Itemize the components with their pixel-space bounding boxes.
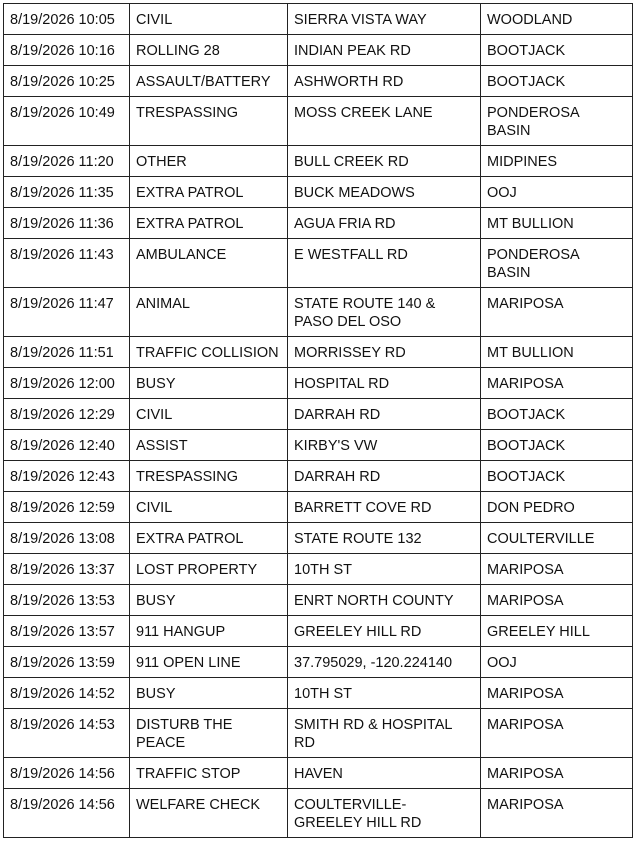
table-row <box>4 647 633 678</box>
area-cell: MARIPOSA <box>481 709 633 758</box>
incident-type-cell: CIVIL <box>130 399 288 430</box>
location-cell: ASHWORTH RD <box>288 66 481 97</box>
area-cell: BOOTJACK <box>481 66 633 97</box>
datetime-cell: 8/19/2026 10:25 <box>4 66 130 97</box>
area-cell: WOODLAND <box>481 4 633 35</box>
area-cell: MARIPOSA <box>481 789 633 838</box>
datetime-cell: 8/19/2026 12:59 <box>4 492 130 523</box>
location-cell: HAVEN <box>288 758 481 789</box>
incident-type-cell: BUSY <box>130 585 288 616</box>
table-row <box>4 430 633 461</box>
incident-type-cell: TRESPASSING <box>130 461 288 492</box>
location-cell: HOSPITAL RD <box>288 368 481 399</box>
datetime-cell: 8/19/2026 14:52 <box>4 678 130 709</box>
location-cell: STATE ROUTE 140 & PASO DEL OSO <box>288 288 481 337</box>
datetime-cell: 8/19/2026 13:59 <box>4 647 130 678</box>
area-cell: BOOTJACK <box>481 461 633 492</box>
incident-type-cell: TRESPASSING <box>130 97 288 146</box>
datetime-cell: 8/19/2026 12:29 <box>4 399 130 430</box>
incident-type-cell: OTHER <box>130 146 288 177</box>
location-cell: 37.795029, -120.224140 <box>288 647 481 678</box>
location-cell: KIRBY'S VW <box>288 430 481 461</box>
table-row <box>4 146 633 177</box>
area-cell: MIDPINES <box>481 146 633 177</box>
area-cell: PONDEROSA BASIN <box>481 97 633 146</box>
location-cell: BARRETT COVE RD <box>288 492 481 523</box>
table-row <box>4 616 633 647</box>
incident-type-cell: ROLLING 28 <box>130 35 288 66</box>
table-row <box>4 177 633 208</box>
area-cell: COULTERVILLE <box>481 523 633 554</box>
datetime-cell: 8/19/2026 10:16 <box>4 35 130 66</box>
location-cell: GREELEY HILL RD <box>288 616 481 647</box>
incident-type-cell: AMBULANCE <box>130 239 288 288</box>
incident-type-cell: CIVIL <box>130 492 288 523</box>
datetime-cell: 8/19/2026 13:53 <box>4 585 130 616</box>
location-cell: INDIAN PEAK RD <box>288 35 481 66</box>
table-row <box>4 208 633 239</box>
incident-type-cell: 911 OPEN LINE <box>130 647 288 678</box>
area-cell: MARIPOSA <box>481 288 633 337</box>
table-row <box>4 678 633 709</box>
datetime-cell: 8/19/2026 11:43 <box>4 239 130 288</box>
incident-log-body <box>4 4 633 838</box>
location-cell: MORRISSEY RD <box>288 337 481 368</box>
table-row <box>4 368 633 399</box>
area-cell: DON PEDRO <box>481 492 633 523</box>
incident-type-cell: CIVIL <box>130 4 288 35</box>
datetime-cell: 8/19/2026 11:20 <box>4 146 130 177</box>
location-cell: COULTERVILLE-GREELEY HILL RD <box>288 789 481 838</box>
area-cell: MARIPOSA <box>481 678 633 709</box>
table-row <box>4 337 633 368</box>
table-row <box>4 4 633 35</box>
area-cell: BOOTJACK <box>481 399 633 430</box>
datetime-cell: 8/19/2026 13:08 <box>4 523 130 554</box>
incident-type-cell: EXTRA PATROL <box>130 177 288 208</box>
table-row <box>4 66 633 97</box>
area-cell: OOJ <box>481 177 633 208</box>
incident-type-cell: BUSY <box>130 678 288 709</box>
datetime-cell: 8/19/2026 14:53 <box>4 709 130 758</box>
datetime-cell: 8/19/2026 11:47 <box>4 288 130 337</box>
incident-type-cell: ASSAULT/BATTERY <box>130 66 288 97</box>
area-cell: MT BULLION <box>481 208 633 239</box>
datetime-cell: 8/19/2026 13:37 <box>4 554 130 585</box>
area-cell: MARIPOSA <box>481 554 633 585</box>
table-row <box>4 461 633 492</box>
location-cell: SMITH RD & HOSPITAL RD <box>288 709 481 758</box>
location-cell: DARRAH RD <box>288 399 481 430</box>
datetime-cell: 8/19/2026 12:40 <box>4 430 130 461</box>
location-cell: E WESTFALL RD <box>288 239 481 288</box>
table-row <box>4 239 633 288</box>
location-cell: DARRAH RD <box>288 461 481 492</box>
table-row <box>4 789 633 838</box>
area-cell: BOOTJACK <box>481 430 633 461</box>
datetime-cell: 8/19/2026 13:57 <box>4 616 130 647</box>
table-row <box>4 288 633 337</box>
table-row <box>4 35 633 66</box>
area-cell: MARIPOSA <box>481 368 633 399</box>
area-cell: MARIPOSA <box>481 585 633 616</box>
location-cell: SIERRA VISTA WAY <box>288 4 481 35</box>
area-cell: BOOTJACK <box>481 35 633 66</box>
datetime-cell: 8/19/2026 14:56 <box>4 758 130 789</box>
datetime-cell: 8/19/2026 10:49 <box>4 97 130 146</box>
table-row <box>4 585 633 616</box>
table-row <box>4 758 633 789</box>
area-cell: OOJ <box>481 647 633 678</box>
area-cell: GREELEY HILL <box>481 616 633 647</box>
incident-log-table <box>3 3 633 838</box>
table-row <box>4 523 633 554</box>
table-row <box>4 709 633 758</box>
incident-type-cell: BUSY <box>130 368 288 399</box>
location-cell: BULL CREEK RD <box>288 146 481 177</box>
location-cell: ENRT NORTH COUNTY <box>288 585 481 616</box>
datetime-cell: 8/19/2026 11:51 <box>4 337 130 368</box>
datetime-cell: 8/19/2026 11:35 <box>4 177 130 208</box>
table-row <box>4 97 633 146</box>
incident-type-cell: TRAFFIC STOP <box>130 758 288 789</box>
location-cell: 10TH ST <box>288 678 481 709</box>
location-cell: BUCK MEADOWS <box>288 177 481 208</box>
table-row <box>4 554 633 585</box>
area-cell: PONDEROSA BASIN <box>481 239 633 288</box>
table-row <box>4 399 633 430</box>
incident-type-cell: TRAFFIC COLLISION <box>130 337 288 368</box>
location-cell: MOSS CREEK LANE <box>288 97 481 146</box>
location-cell: 10TH ST <box>288 554 481 585</box>
incident-type-cell: 911 HANGUP <box>130 616 288 647</box>
datetime-cell: 8/19/2026 12:43 <box>4 461 130 492</box>
incident-type-cell: LOST PROPERTY <box>130 554 288 585</box>
incident-type-cell: DISTURB THE PEACE <box>130 709 288 758</box>
incident-type-cell: ANIMAL <box>130 288 288 337</box>
datetime-cell: 8/19/2026 10:05 <box>4 4 130 35</box>
location-cell: AGUA FRIA RD <box>288 208 481 239</box>
datetime-cell: 8/19/2026 11:36 <box>4 208 130 239</box>
incident-type-cell: ASSIST <box>130 430 288 461</box>
datetime-cell: 8/19/2026 14:56 <box>4 789 130 838</box>
incident-type-cell: EXTRA PATROL <box>130 208 288 239</box>
incident-type-cell: EXTRA PATROL <box>130 523 288 554</box>
table-row <box>4 492 633 523</box>
location-cell: STATE ROUTE 132 <box>288 523 481 554</box>
area-cell: MARIPOSA <box>481 758 633 789</box>
area-cell: MT BULLION <box>481 337 633 368</box>
datetime-cell: 8/19/2026 12:00 <box>4 368 130 399</box>
incident-type-cell: WELFARE CHECK <box>130 789 288 838</box>
